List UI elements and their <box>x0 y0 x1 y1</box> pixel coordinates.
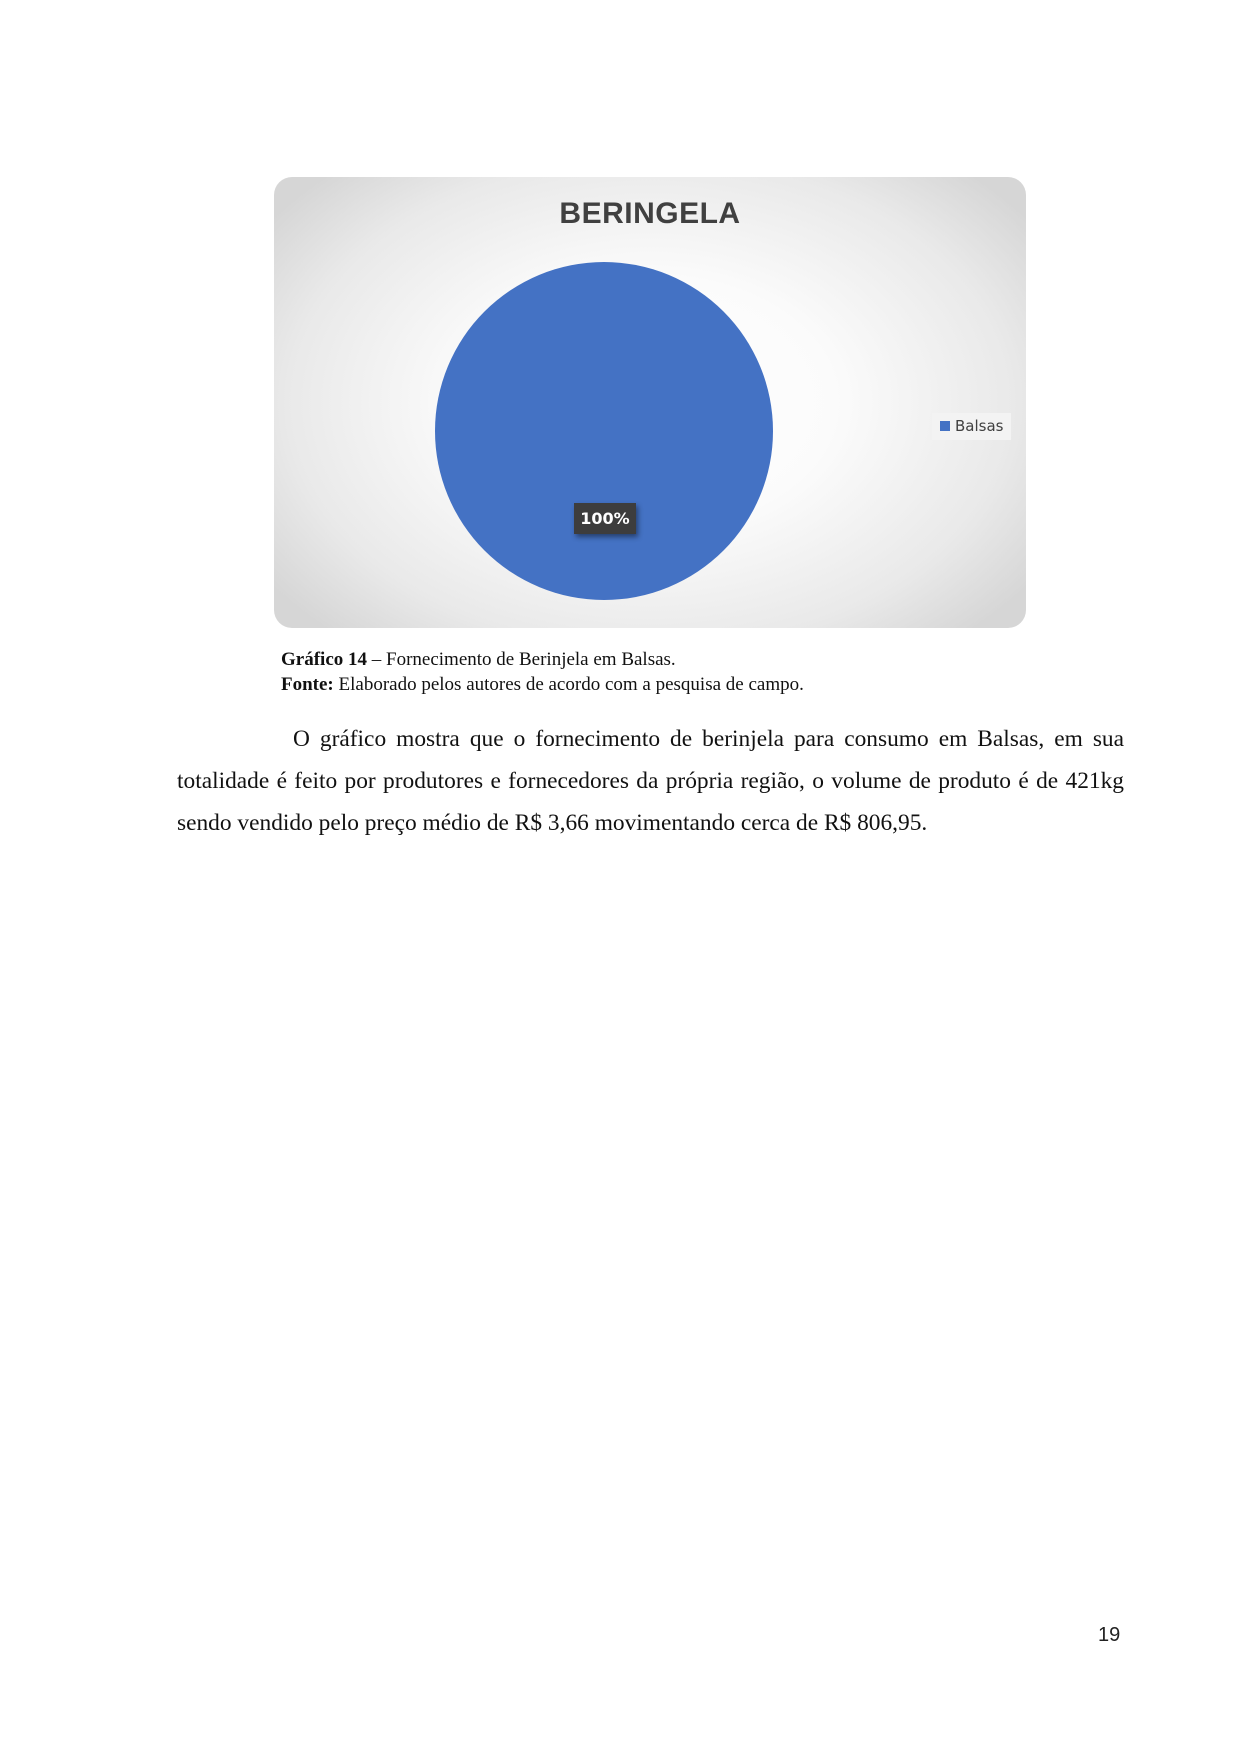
chart-legend <box>932 413 1011 440</box>
chart-container <box>274 177 1026 628</box>
caption-line-figure <box>281 647 804 672</box>
caption-figure-label: Gráfico 14 <box>281 649 368 670</box>
legend-swatch <box>940 421 950 431</box>
pie-chart <box>274 177 1026 628</box>
caption-source-text: Elaborado pelos autores de acordo com a pesquisa de campo. <box>333 674 804 695</box>
pie-data-label: 100% <box>574 503 636 534</box>
caption-line-source <box>281 672 804 697</box>
chart-title: BERINGELA <box>559 197 741 230</box>
figure-caption <box>281 647 804 697</box>
page-number: 19 <box>1098 1624 1121 1646</box>
body-paragraph: O gráfico mostra que o fornecimento de berinjela para consumo em Balsas, em sua totalidade é feito por produtores e fornecedores da própria região, o volume de produto é de 421kg sendo vendido pelo preço médio de R$ 3,66 movimentando cerca de R$ 806,95. <box>177 726 1124 836</box>
caption-source-label: Fonte: <box>281 674 334 695</box>
legend-entry-balsas: Balsas <box>955 417 1004 435</box>
caption-figure-text: – Fornecimento de Berinjela em Balsas. <box>367 649 676 670</box>
pie-slice-balsas <box>435 262 773 600</box>
